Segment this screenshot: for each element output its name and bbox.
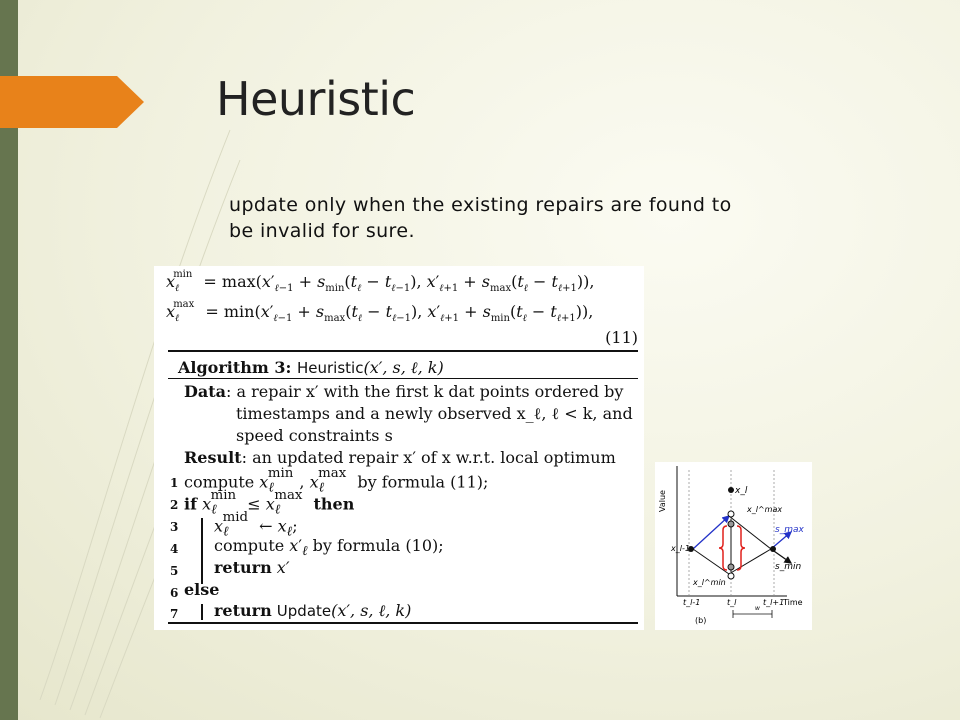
formula-eq-max: $x_\ell^{max} = \min(x'_{\ell-1} + s_{max}(t_\ell - t_{\ell-1})$, $x'_{\ell+1} + s_{min}(t_\ell - t_{\ell+1})$), (166, 298, 594, 325)
data-label: Data (184, 382, 226, 401)
algorithm-step-2: if $x_\ell^{min} \le x_\ell^{max}$ then (184, 488, 355, 518)
line-number-2: 2 (170, 498, 179, 512)
point-x-l-min-open (728, 573, 734, 579)
algorithm-step-1: compute $x_\ell^{min}$ , $x_\ell^{max}$ by formula (11); (184, 466, 489, 496)
label-w: w (755, 605, 760, 612)
red-brace-left (719, 526, 727, 570)
algorithm-step-3: $x_\ell^{mid}$ ← $x_\ell$; (214, 510, 298, 540)
label-x-l-max: x_l^max (747, 505, 783, 514)
algorithm-step-6: else (184, 580, 220, 599)
if-block-bar (201, 518, 203, 584)
algorithm-title (178, 358, 444, 378)
algorithm-args: (x′, s, ℓ, k) (363, 358, 444, 377)
slide-title: Heuristic (216, 72, 416, 126)
algorithm-data-line-1 (184, 382, 623, 401)
line-number-3: 3 (170, 520, 179, 534)
formula-number: (11) (605, 328, 638, 347)
formula-eq-min: $x_\ell^{min} = \max(x'_{\ell-1} + s_{min}(t_\ell - t_{\ell-1})$, $x'_{\ell+1} + s_{max}(t_\ell - t_{\ell+1})$), (166, 268, 595, 295)
point-x-l-plus-1 (770, 546, 776, 552)
label-t-l-plus-1: t_l+1 (763, 598, 785, 607)
line-number-4: 4 (170, 542, 179, 556)
label-t-l-minus-1: t_l-1 (683, 598, 701, 607)
label-x-l-minus-1: x_l-1 (671, 544, 690, 553)
label-s-min: s_min (775, 562, 802, 572)
algorithm-data-line-3: speed constraints s (236, 426, 393, 445)
label-t-l: t_l (727, 598, 737, 607)
algorithm-step-4: compute $x'_\ell$ by formula (10); (214, 536, 444, 560)
result-text: : an updated repair x′ of x w.r.t. local optimum (241, 448, 616, 467)
else-block-bar (201, 604, 203, 620)
algorithm-figure (154, 266, 644, 630)
data-text-1: : a repair x′ with the first k dat points ordered by (226, 382, 624, 401)
point-x-l (728, 487, 734, 493)
point-x-l-max (728, 521, 734, 527)
label-s-max: s_max (775, 525, 804, 535)
result-label: Result (184, 448, 242, 467)
algorithm-data-line-2: timestamps and a newly observed x_ℓ, ℓ < k, and (236, 404, 633, 423)
diagram-svg (655, 462, 812, 630)
line-number-6: 6 (170, 586, 179, 600)
point-x-l-max-open (728, 511, 734, 517)
line-number-7: 7 (170, 607, 179, 621)
algorithm-label: Algorithm 3: (178, 358, 292, 377)
algorithm-box (168, 350, 638, 624)
algorithm-step-5: return x′ (214, 558, 290, 577)
y-axis-label: Value (658, 490, 667, 512)
algorithm-header (168, 354, 638, 379)
algorithm-name: Heuristic (297, 359, 364, 377)
algorithm-step-7: return Update(x′, s, ℓ, k) (214, 601, 412, 620)
algorithm-result-line (184, 448, 616, 467)
label-x-l-min: x_l^min (693, 578, 726, 587)
point-x-l-min (728, 564, 734, 570)
diagram-caption: (b) (695, 616, 707, 625)
red-brace-right (737, 526, 745, 570)
label-x-l: x_l (735, 486, 748, 496)
line-number-5: 5 (170, 564, 179, 578)
slide-body-text: update only when the existing repairs are found to be invalid for sure. (229, 194, 732, 242)
x-axis-label: Time (783, 598, 803, 607)
speed-constraint-diagram (655, 462, 812, 630)
line-number-1: 1 (170, 476, 179, 490)
